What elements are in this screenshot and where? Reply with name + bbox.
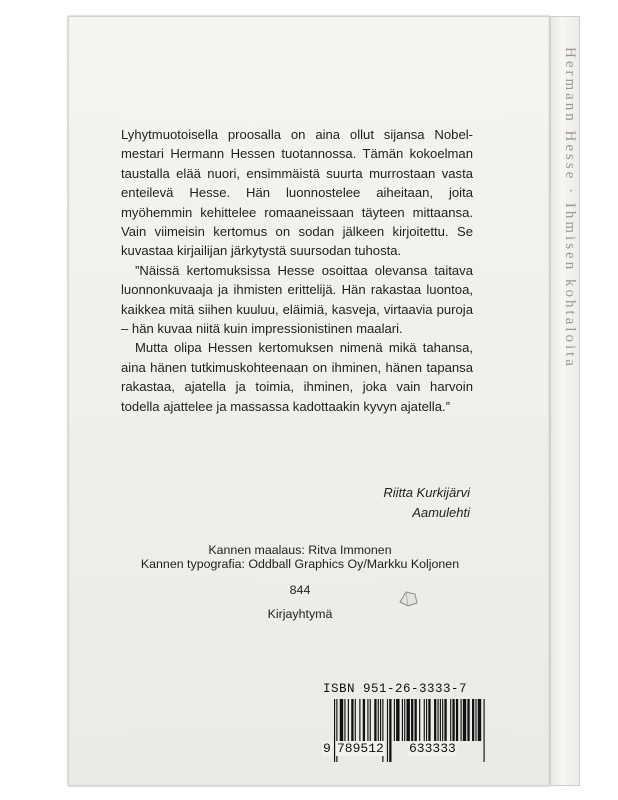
barcode-digits bbox=[322, 741, 486, 759]
barcode-bar bbox=[428, 699, 430, 741]
barcode-bar bbox=[478, 699, 481, 741]
blurb-paragraph-2: ”Näissä kertomuksissa Hesse osoittaa olevansa taitava luonnonkuvaaja ja ihmisten erittelijä. Hän rakastaa luontoa, kaikkea mitä siihen kuuluu, eläimiä, kasveja, virtaavia puroja – hän kuvaa niitä kuin impressionistinen maalari. bbox=[121, 262, 473, 337]
isbn-label: ISBN 951-26-3333-7 bbox=[323, 682, 468, 696]
barcode-bar bbox=[434, 699, 436, 741]
barcode-bar bbox=[438, 699, 439, 741]
barcode-bar bbox=[344, 699, 345, 741]
back-cover-blurb bbox=[121, 125, 473, 416]
barcode-bar bbox=[404, 699, 405, 741]
barcode-bar bbox=[440, 699, 441, 741]
book-spine bbox=[550, 16, 580, 786]
reviewer-name: Riitta Kurkijärvi bbox=[383, 485, 470, 500]
barcode-bar bbox=[419, 699, 420, 741]
barcode-bar bbox=[406, 699, 409, 741]
barcode-bar bbox=[348, 699, 349, 741]
barcode-bar bbox=[351, 699, 353, 741]
cover-art-credit: Kannen maalaus: Ritva Immonen bbox=[208, 543, 392, 557]
blurb-paragraph-1: Lyhytmuotoisella proosalla on aina ollut sijansa Nobel-mestari Hermann Hessen tuotannossa. Tämän kokoelman taustalla elää nuori, ensimmäistä suurta murrostaan vasta enteilevä Hesse. Hän luonnostelee aiheitaan, joita myöhemmin kehittelee romaaneissaan täyteen mittaansa. Vain viimeisin kertomus on sodan jälkeen kirjoitettu. Se kuvastaa kirjailijan järkytystä suursodan tuhosta. bbox=[121, 127, 473, 259]
barcode-bar bbox=[355, 699, 356, 741]
barcode-bar bbox=[472, 699, 474, 741]
barcode-bar bbox=[370, 699, 371, 741]
barcode-bar bbox=[363, 699, 365, 741]
cover-scuff-mark bbox=[397, 590, 419, 608]
barcode-bar bbox=[442, 699, 443, 741]
barcode-bar bbox=[380, 699, 381, 741]
publisher-name: Kirjayhtymä bbox=[267, 607, 333, 621]
barcode-bar bbox=[450, 699, 451, 741]
barcode-bar bbox=[340, 699, 343, 741]
barcode-right-group: 633333 bbox=[409, 741, 456, 756]
barcode-bar bbox=[456, 699, 458, 741]
barcode-lead-digit: 9 bbox=[323, 741, 331, 756]
barcode-bar bbox=[402, 699, 403, 741]
series-number: 844 bbox=[289, 583, 311, 597]
review-source: Aamulehti bbox=[412, 505, 470, 520]
barcode-bar bbox=[378, 699, 379, 741]
barcode-bar bbox=[394, 699, 395, 741]
barcode-bar bbox=[411, 699, 413, 741]
blurb-paragraph-3: Mutta olipa Hessen kertomuksen nimenä mikä tahansa, aina hänen tutkimuskohteenaan on ihminen, hänen tapansa rakastaa, ajatella ja toimia, ihminen, joka vain harvoin todella ajattelee ja massassa kadottaakin kyvyn ajatella.” bbox=[121, 340, 473, 414]
barcode-bar bbox=[452, 699, 454, 741]
barcode-bar bbox=[426, 699, 427, 741]
barcode-bar bbox=[461, 699, 462, 741]
barcode-bar bbox=[467, 699, 469, 741]
barcode-bar bbox=[359, 699, 360, 741]
barcode-bar bbox=[415, 699, 417, 741]
barcode-left-group: 789512 bbox=[337, 741, 384, 756]
typography-credit: Kannen typografia: Oddball Graphics Oy/Markku Koljonen bbox=[140, 557, 460, 571]
barcode-bar bbox=[396, 699, 399, 741]
barcode-bar bbox=[475, 699, 476, 741]
spine-title: Hermann Hesse · Ihmisen kohtaloita bbox=[562, 47, 578, 369]
barcode-bar bbox=[463, 699, 466, 741]
barcode-bar bbox=[367, 699, 368, 741]
barcode-bar bbox=[374, 699, 376, 741]
barcode-bar bbox=[444, 699, 446, 741]
barcode-bar bbox=[424, 699, 425, 741]
